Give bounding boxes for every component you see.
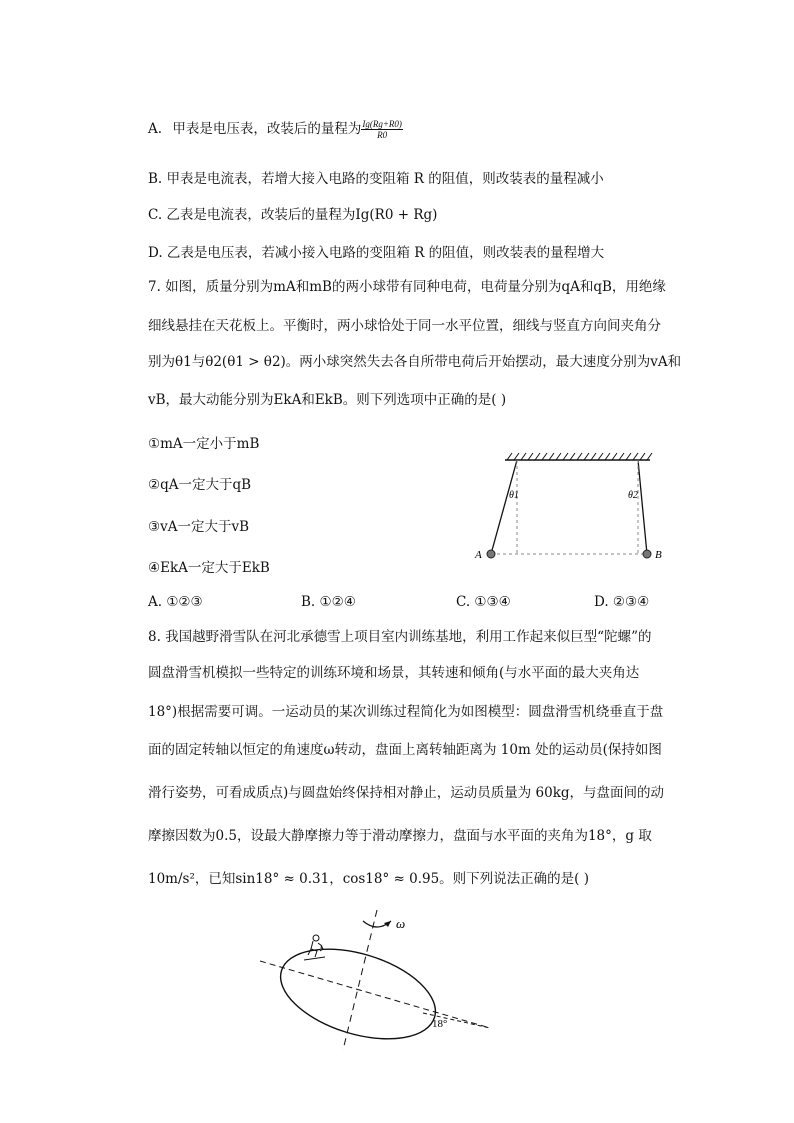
rotation-axis xyxy=(343,910,377,1050)
theta2-label: θ2 xyxy=(628,490,638,501)
theta1-label: θ1 xyxy=(509,490,519,501)
rotation-arrowhead xyxy=(384,921,391,927)
q8-line-7: 10m/s²，已知sin18° ≈ 0.31，cos18° ≈ 0.95。则下列说法正确的是( ) xyxy=(148,871,590,887)
q8-line-4: 面的固定转轴以恒定的角速度ω转动，盘面上离转轴距离为 10m 处的运动员(保持如图 xyxy=(148,742,662,758)
option-c-q6: C. 乙表是电流表，改装后的量程为Ig(R0 + Rg) xyxy=(148,207,438,223)
pendulum-figure xyxy=(470,448,670,570)
q8-line-5: 滑行姿势，可看成质点)与圆盘始终保持相对静止，运动员质量为 60kg，与盘面间的动 xyxy=(148,785,665,801)
q7-statement-2: ②qA一定大于qB xyxy=(148,477,252,493)
q7-line-3: 别为θ1与θ2(θ1 > θ2)。两小球突然失去各自所带电荷后开始摆动，最大速度分别为vA和 xyxy=(148,354,682,370)
option-b-q6: B. 甲表是电流表，若增大接入电路的变阻箱 R 的阻值，则改装表的量程减小 xyxy=(148,171,604,187)
label-a: A xyxy=(475,549,482,561)
ceiling-hatch xyxy=(507,453,652,460)
skier-icon xyxy=(304,935,325,960)
q7-line-1: 7. 如图，质量分别为mA和mB的两小球带有同种电荷，电荷量分别为qA和qB，用绝缘 xyxy=(148,279,666,295)
q8-line-6: 摩擦因数为0.5，设最大静摩擦力等于滑动摩擦力，盘面与水平面的夹角为18°，g 取 xyxy=(148,828,652,844)
option-d-q6: D. 乙表是电压表，若减小接入电路的变阻箱 R 的阻值，则改装表的量程增大 xyxy=(148,245,605,261)
ball-a xyxy=(487,550,495,558)
disc-figure xyxy=(255,905,500,1055)
q7-statement-3: ③vA一定大于vB xyxy=(148,519,250,535)
disc-ellipse xyxy=(270,932,446,1055)
string-b xyxy=(638,460,647,554)
option-a-q6 xyxy=(148,117,403,140)
q7-line-4: vB，最大动能分别为EkA和EkB。则下列选项中正确的是( ) xyxy=(148,392,507,408)
option-a-text: 甲表是电压表，改装后的量程为 xyxy=(172,121,362,137)
option-a-fraction xyxy=(361,119,403,140)
q7-statement-4: ④EkA一定大于EkB xyxy=(148,560,270,576)
label-b: B xyxy=(655,549,662,561)
angle-label: 18° xyxy=(432,1018,448,1030)
q7-choice-d: D. ②③④ xyxy=(594,594,650,610)
q8-line-3: 18°)根据需要可调。一运动员的某次训练过程简化为如图模型：圆盘滑雪机绕垂直于盘 xyxy=(148,704,664,720)
q7-choice-a: A. ①②③ xyxy=(148,594,203,610)
fraction-denominator: R0 xyxy=(377,130,388,140)
ball-b xyxy=(643,550,651,558)
q7-line-2: 细线悬挂在天花板上。平衡时，两小球恰处于同一水平位置，细线与竖直方向间夹角分 xyxy=(148,318,661,334)
q7-choice-b: B. ①②④ xyxy=(301,594,356,610)
fraction-numerator: Ig(Rg+R0) xyxy=(362,119,402,129)
q7-statement-1: ①mA一定小于mB xyxy=(148,436,260,452)
q8-line-1: 8. 我国越野滑雪队在河北承德雪上项目室内训练基地，利用工作起来似巨型“陀螺”的 xyxy=(148,629,652,645)
omega-label: ω xyxy=(396,916,406,931)
string-a xyxy=(491,460,517,554)
q7-choice-c: C. ①③④ xyxy=(456,594,511,610)
option-a-label: A. xyxy=(148,121,163,137)
incline-line xyxy=(260,961,490,1028)
q8-line-2: 圆盘滑雪机模拟一些特定的训练环境和场景，其转速和倾角(与水平面的最大夹角达 xyxy=(148,665,640,681)
